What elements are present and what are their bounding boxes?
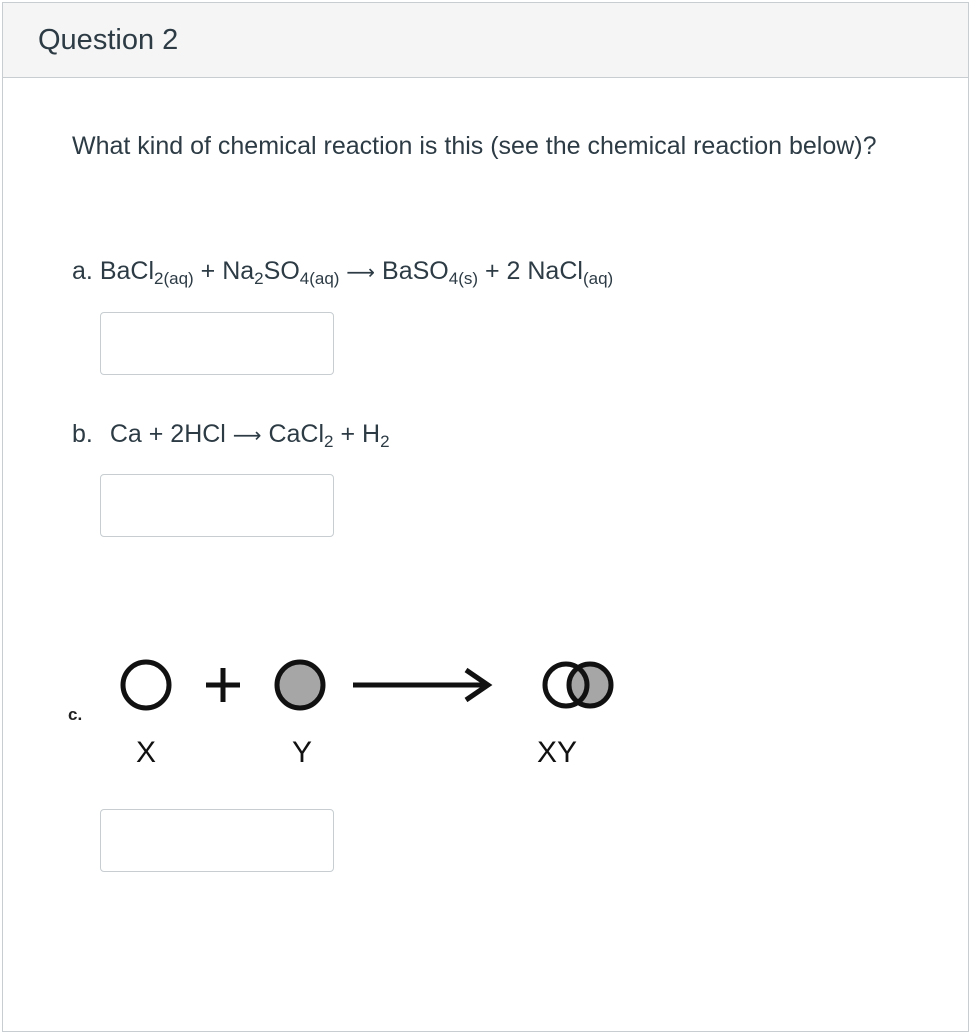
x-label: X	[135, 736, 157, 769]
atom-y-circle	[277, 662, 323, 708]
part-a-product1: BaSO	[382, 257, 449, 285]
part-a-label: a.	[72, 257, 93, 285]
part-b-plus: +	[148, 420, 164, 448]
part-a-plus2: +	[484, 257, 500, 285]
reaction-diagram-c	[60, 640, 640, 790]
xy-label: XY	[536, 736, 578, 769]
answer-input-b[interactable]	[100, 474, 334, 537]
part-a-arrow-icon: ⟶	[346, 262, 376, 284]
molecule-xy-icon	[545, 664, 611, 706]
part-b-product2-sub: 2	[380, 432, 390, 452]
equation-a	[72, 257, 613, 289]
part-a-product2: 2 NaCl	[506, 257, 583, 285]
part-a-reactant2-b: SO	[263, 257, 300, 285]
part-c-label: c.	[68, 705, 83, 724]
question-header	[3, 3, 968, 78]
part-a-reactant2: Na	[222, 257, 255, 285]
part-a-reactant1-sub: 2(aq)	[154, 269, 194, 289]
equation-b	[72, 420, 390, 452]
question-title: Question 2	[38, 23, 179, 56]
atom-x-circle	[123, 662, 169, 708]
part-b-reactant1: Ca	[109, 420, 142, 448]
question-prompt: What kind of chemical reaction is this (see the chemical reaction below)?	[72, 132, 877, 160]
plus-icon	[206, 668, 240, 702]
part-a-product2-sub: (aq)	[582, 269, 614, 289]
part-a-reactant2-sub1: 2	[254, 269, 264, 289]
part-b-label: b.	[72, 420, 93, 448]
right-arrow-icon	[353, 670, 488, 700]
part-b-product1-sub: 2	[324, 432, 334, 452]
part-a-product1-sub: 4(s)	[448, 269, 479, 289]
answer-input-c[interactable]	[100, 809, 334, 872]
part-b-reactant2: 2HCl	[170, 420, 226, 448]
part-b-arrow-icon: ⟶	[232, 425, 262, 447]
reaction-diagram-svg	[60, 640, 640, 790]
part-a-reactant2-sub2: 4(aq)	[299, 269, 340, 289]
answer-input-a[interactable]	[100, 312, 334, 375]
part-b-plus2: +	[340, 420, 356, 448]
part-a-plus: +	[200, 257, 216, 285]
part-b-product2: H	[362, 420, 381, 448]
part-a-reactant1: BaCl	[99, 257, 154, 285]
y-label: Y	[291, 736, 313, 769]
part-b-product1: CaCl	[268, 420, 325, 448]
